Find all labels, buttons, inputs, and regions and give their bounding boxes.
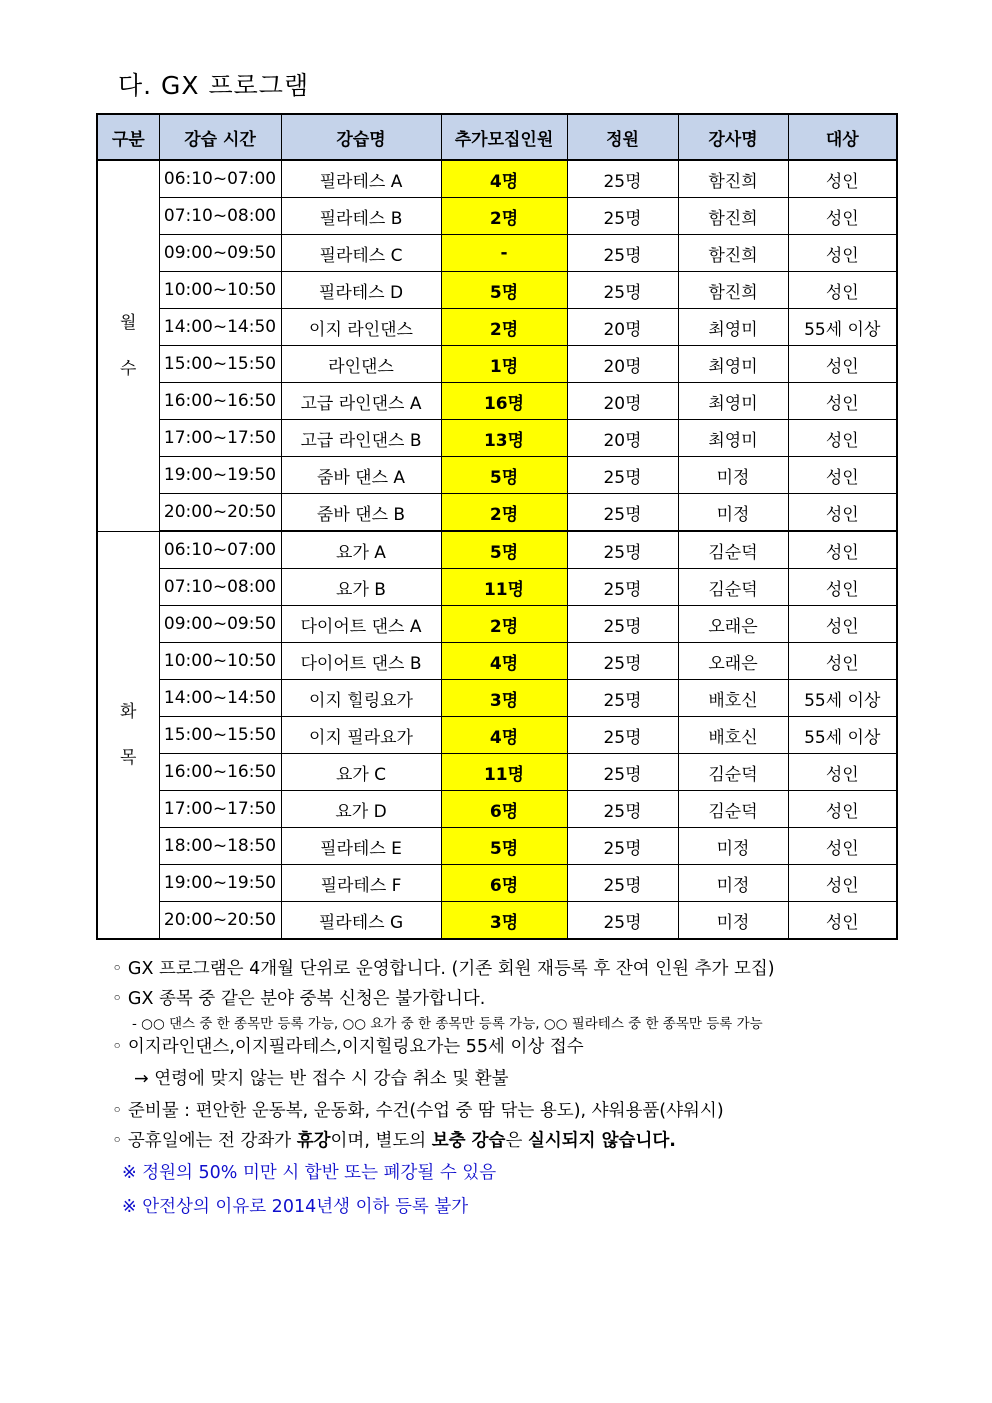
table-row [97,235,897,272]
class-name-cell: 줌바 댄스 B [281,494,441,532]
capacity-cell: 25명 [567,272,678,309]
capacity-cell: 25명 [567,717,678,754]
day-group-label: 월 [120,312,137,333]
table-row [97,309,897,346]
table-row [97,754,897,791]
table-row [97,791,897,828]
table-row [97,828,897,865]
capacity-cell: 25명 [567,569,678,606]
target-cell: 성인 [788,828,897,865]
table-row [97,160,897,198]
time-cell: 19:00~19:50 [159,457,281,494]
header-time: 강습 시간 [159,114,281,160]
class-name-cell: 고급 라인댄스 A [281,383,441,420]
capacity-cell: 25명 [567,606,678,643]
table-header-row [97,114,897,160]
target-cell: 성인 [788,865,897,902]
time-cell: 14:00~14:50 [159,680,281,717]
capacity-cell: 25명 [567,680,678,717]
instructor-cell: 김순덕 [678,569,788,606]
class-name-cell: 다이어트 댄스 A [281,606,441,643]
time-cell: 06:10~07:00 [159,531,281,569]
table-row [97,531,897,569]
extra-recruit-cell: 6명 [441,865,567,902]
instructor-cell: 미정 [678,494,788,532]
time-cell: 09:00~09:50 [159,235,281,272]
target-cell: 성인 [788,457,897,494]
class-name-cell: 줌바 댄스 A [281,457,441,494]
header-instructor: 강사명 [678,114,788,160]
extra-recruit-cell: 2명 [441,309,567,346]
capacity-cell: 20명 [567,309,678,346]
capacity-cell: 25명 [567,457,678,494]
instructor-cell: 최영미 [678,383,788,420]
instructor-cell: 김순덕 [678,791,788,828]
table-row [97,606,897,643]
time-cell: 10:00~10:50 [159,643,281,680]
capacity-cell: 25명 [567,791,678,828]
extra-recruit-cell: 4명 [441,643,567,680]
capacity-cell: 25명 [567,235,678,272]
class-name-cell: 이지 필라요가 [281,717,441,754]
section-title: 다. GX 프로그램 [118,71,310,100]
instructor-cell: 미정 [678,828,788,865]
table-row [97,569,897,606]
target-cell: 성인 [788,420,897,457]
note-holiday-bold: 휴강 [296,1131,331,1151]
header-category: 구분 [97,114,159,160]
instructor-cell: 함진희 [678,160,788,198]
table-row [97,420,897,457]
note-holiday [112,1127,676,1152]
class-name-cell: 요가 B [281,569,441,606]
warning-merge: ※ 정원의 50% 미만 시 합반 또는 폐강될 수 있음 [122,1163,497,1183]
target-cell: 성인 [788,198,897,235]
time-cell: 07:10~08:00 [159,198,281,235]
table-row [97,346,897,383]
class-name-cell: 필라테스 D [281,272,441,309]
time-cell: 16:00~16:50 [159,754,281,791]
time-cell: 15:00~15:50 [159,717,281,754]
table-row [97,643,897,680]
header-extra-recruit: 추가모집인원 [441,114,567,160]
table-row [97,198,897,235]
time-cell: 07:10~08:00 [159,569,281,606]
note-operation: ◦ GX 프로그램은 4개월 단위로 운영합니다. (기존 회원 재등록 후 잔여 인원 추가 모집) [112,959,775,979]
class-name-cell: 필라테스 B [281,198,441,235]
table-row [97,902,897,940]
class-name-cell: 다이어트 댄스 B [281,643,441,680]
extra-recruit-cell: 4명 [441,160,567,198]
target-cell: 55세 이상 [788,680,897,717]
note-age: ◦ 이지라인댄스,이지필라테스,이지힐링요가는 55세 이상 접수 [112,1037,584,1057]
class-name-cell: 필라테스 F [281,865,441,902]
capacity-cell: 20명 [567,420,678,457]
capacity-cell: 20명 [567,346,678,383]
extra-recruit-cell: 5명 [441,531,567,569]
instructor-cell: 함진희 [678,235,788,272]
extra-recruit-cell: 4명 [441,717,567,754]
target-cell: 성인 [788,531,897,569]
capacity-cell: 25명 [567,160,678,198]
class-name-cell: 요가 D [281,791,441,828]
day-group-label: 화 [120,701,137,722]
instructor-cell: 최영미 [678,346,788,383]
instructor-cell: 오래은 [678,643,788,680]
target-cell: 55세 이상 [788,309,897,346]
time-cell: 10:00~10:50 [159,272,281,309]
instructor-cell: 배호신 [678,680,788,717]
class-name-cell: 필라테스 C [281,235,441,272]
header-class: 강습명 [281,114,441,160]
extra-recruit-cell: 3명 [441,902,567,940]
capacity-cell: 25명 [567,198,678,235]
instructor-cell: 배호신 [678,717,788,754]
capacity-cell: 25명 [567,643,678,680]
time-cell: 17:00~17:50 [159,791,281,828]
header-capacity: 정원 [567,114,678,160]
target-cell: 성인 [788,643,897,680]
gx-program-table [96,113,898,940]
class-name-cell: 이지 힐링요가 [281,680,441,717]
class-name-cell: 고급 라인댄스 B [281,420,441,457]
time-cell: 18:00~18:50 [159,828,281,865]
time-cell: 09:00~09:50 [159,606,281,643]
time-cell: 14:00~14:50 [159,309,281,346]
class-name-cell: 필라테스 A [281,160,441,198]
class-name-cell: 요가 C [281,754,441,791]
capacity-cell: 25명 [567,494,678,532]
target-cell: 성인 [788,569,897,606]
extra-recruit-cell: 16명 [441,383,567,420]
target-cell: 성인 [788,494,897,532]
target-cell: 성인 [788,235,897,272]
extra-recruit-cell: 13명 [441,420,567,457]
target-cell: 성인 [788,606,897,643]
target-cell: 성인 [788,272,897,309]
class-name-cell: 요가 A [281,531,441,569]
extra-recruit-cell: - [441,235,567,272]
note-duplicate: ◦ GX 종목 중 같은 분야 중복 신청은 불가합니다. [112,989,486,1009]
instructor-cell: 함진희 [678,272,788,309]
instructor-cell: 미정 [678,457,788,494]
note-holiday-bold: 실시되지 않습니다. [527,1131,676,1151]
target-cell: 성인 [788,383,897,420]
table-row [97,865,897,902]
instructor-cell: 김순덕 [678,754,788,791]
class-name-cell: 필라테스 G [281,902,441,940]
note-age-detail: → 연령에 맞지 않는 반 접수 시 강습 취소 및 환불 [134,1069,509,1089]
extra-recruit-cell: 3명 [441,680,567,717]
day-group-cell [97,160,159,531]
table-row [97,383,897,420]
instructor-cell: 함진희 [678,198,788,235]
instructor-cell: 미정 [678,865,788,902]
extra-recruit-cell: 11명 [441,569,567,606]
instructor-cell: 오래은 [678,606,788,643]
day-group-cell [97,531,159,939]
note-holiday-part: 이며, 별도의 [330,1131,432,1151]
time-cell: 17:00~17:50 [159,420,281,457]
note-supplies: ◦ 준비물 : 편안한 운동복, 운동화, 수건(수업 중 땀 닦는 용도), 샤워용품(샤워시) [112,1101,724,1121]
extra-recruit-cell: 1명 [441,346,567,383]
class-name-cell: 필라테스 E [281,828,441,865]
extra-recruit-cell: 5명 [441,272,567,309]
capacity-cell: 25명 [567,531,678,569]
time-cell: 16:00~16:50 [159,383,281,420]
capacity-cell: 25명 [567,865,678,902]
extra-recruit-cell: 5명 [441,457,567,494]
note-holiday-part: ◦ 공휴일에는 전 강좌가 [112,1131,297,1151]
time-cell: 19:00~19:50 [159,865,281,902]
target-cell: 성인 [788,754,897,791]
extra-recruit-cell: 2명 [441,606,567,643]
day-group-label: 수 [120,358,137,379]
class-name-cell: 라인댄스 [281,346,441,383]
target-cell: 성인 [788,902,897,940]
time-cell: 20:00~20:50 [159,902,281,940]
table-row [97,272,897,309]
warning-age-limit: ※ 안전상의 이유로 2014년생 이하 등록 불가 [122,1197,469,1217]
capacity-cell: 25명 [567,902,678,940]
note-holiday-bold: 보충 강습 [431,1131,506,1151]
capacity-cell: 25명 [567,828,678,865]
extra-recruit-cell: 5명 [441,828,567,865]
extra-recruit-cell: 2명 [441,198,567,235]
instructor-cell: 미정 [678,902,788,940]
note-holiday-part: 은 [505,1131,528,1151]
time-cell: 15:00~15:50 [159,346,281,383]
instructor-cell: 최영미 [678,309,788,346]
target-cell: 성인 [788,346,897,383]
target-cell: 55세 이상 [788,717,897,754]
instructor-cell: 김순덕 [678,531,788,569]
day-group-label: 목 [120,747,137,768]
time-cell: 06:10~07:00 [159,160,281,198]
note-duplicate-detail: - ○○ 댄스 중 한 종목만 등록 가능, ○○ 요가 중 한 종목만 등록 가능, ○○ 필라테스 중 한 종목만 등록 가능 [132,1016,763,1032]
target-cell: 성인 [788,791,897,828]
table-row [97,717,897,754]
extra-recruit-cell: 6명 [441,791,567,828]
time-cell: 20:00~20:50 [159,494,281,532]
extra-recruit-cell: 2명 [441,494,567,532]
target-cell: 성인 [788,160,897,198]
instructor-cell: 최영미 [678,420,788,457]
table-row [97,494,897,532]
table-row [97,457,897,494]
capacity-cell: 25명 [567,754,678,791]
table-row [97,680,897,717]
class-name-cell: 이지 라인댄스 [281,309,441,346]
header-target: 대상 [788,114,897,160]
capacity-cell: 20명 [567,383,678,420]
extra-recruit-cell: 11명 [441,754,567,791]
